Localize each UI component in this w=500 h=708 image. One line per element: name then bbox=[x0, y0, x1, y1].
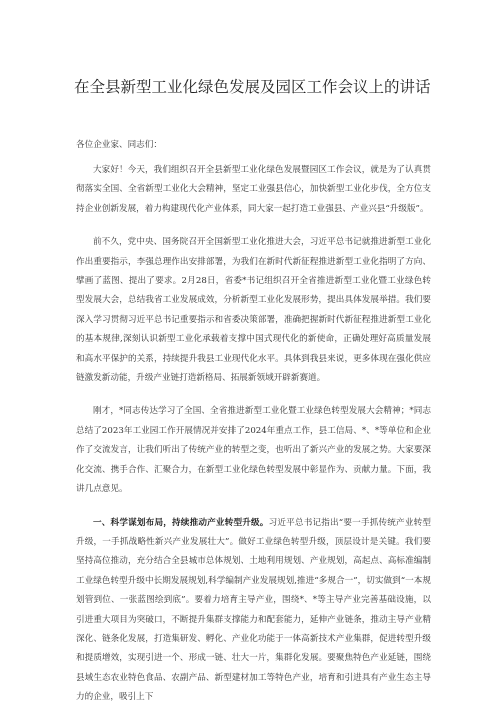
paragraph-section-1 bbox=[76, 514, 431, 708]
section-1-text: 习近平总书记指出“要一手抓传统产业转型升级，一手抓战略性新兴产业发展壮大”。做好工业绿色转型升级，顶层设计是关键。我们要坚持高位推动，充分结合全县城市总体规划、土地利用规划、产业规划，高起点、高标准编制工业绿色转型升级中长期发展规划,科学编制产业发展规划,推进“多规合一”，切实做到“一本规划管到位、一张蓝图绘到底”。要着力培育主导产业，围绕*、*等主导产业完善基础设施，以引进重大项目为突破口，不断提升集群支撑能力和配套能力，延伸产业链条，推动主导产业精深化、链条化发展，打造集研发、孵化、产业化功能于一体高新技术产业集群，促进转型升级和提质增效，实现引进一个、形成一链、壮大一片，集群化发展。要聚焦特色产业延链，围绕县域生态农业特色食品、农副产品、新型建材加工等特色产业，培育和引进具有产业生态主导力的企业，吸引上下 bbox=[76, 517, 431, 703]
section-1-heading: 一、科学谋划布局，持续推动产业转型升级。 bbox=[93, 517, 269, 528]
paragraph-opening: 大家好！今天，我们组织召开全县新型工业化绿色发展暨园区工作会议，就是为了认真贯彻落实全国、全省新型工业化大会精神，坚定工业强县信心，加快新型工业化步伐，全方位支持企业创新发展，着力构建现代化产业体系，同大家一起打造工业强县、产业兴县“升级版”。 bbox=[76, 165, 431, 214]
paragraph-meeting-summary: 刚才，*同志传达学习了全国、全省推进新型工业化暨工业绿色转型发展大会精神；*同志总结了2023年工业园工作开展情况并安排了2024年重点工作，县工信局、*、*等单位和企业作了交流发言，让我们听出了传统产业的转型之变，也听出了新兴产业的发展之势。大家要深化交流、携手合作、汇聚合力，在新型工业化绿色转型发展中彰显作为、贡献力量。下面，我讲几点意见。 bbox=[76, 406, 431, 495]
greeting: 各位企业家、同志们： bbox=[76, 140, 162, 150]
document-title: 在全县新型工业化绿色发展及园区工作会议上的讲话 bbox=[74, 78, 431, 96]
document-body bbox=[76, 161, 431, 708]
paragraph-background: 前不久，党中央、国务院召开全国新型工业化推进大会，习近平总书记就推进新型工业化作出重要指示，李强总理作出安排部署，为我们在新时代新征程推进新型工业化指明了方向、擘画了蓝图、提出了要求。2月28日，省委*书记组织召开全省推进新型工业化暨工业绿色转型发展大会，总结我省工业发展成效，分析新型工业化发展形势，提出具体发展举措。我们要深入学习贯彻习近平总书记重要指示和省委决策部署，准确把握新时代新征程推进新型工业化的基本规律,深刻认识新型工业化承载着支撑中国式现代化的新使命，正确处理好高质量发展和高水平保护的关系，持续提升我县工业现代化水平。具体到我县来说，更多体现在强化供应链激发新动能，升级产业链打造新格局、拓展新领域开辟新赛道。 bbox=[76, 237, 431, 384]
